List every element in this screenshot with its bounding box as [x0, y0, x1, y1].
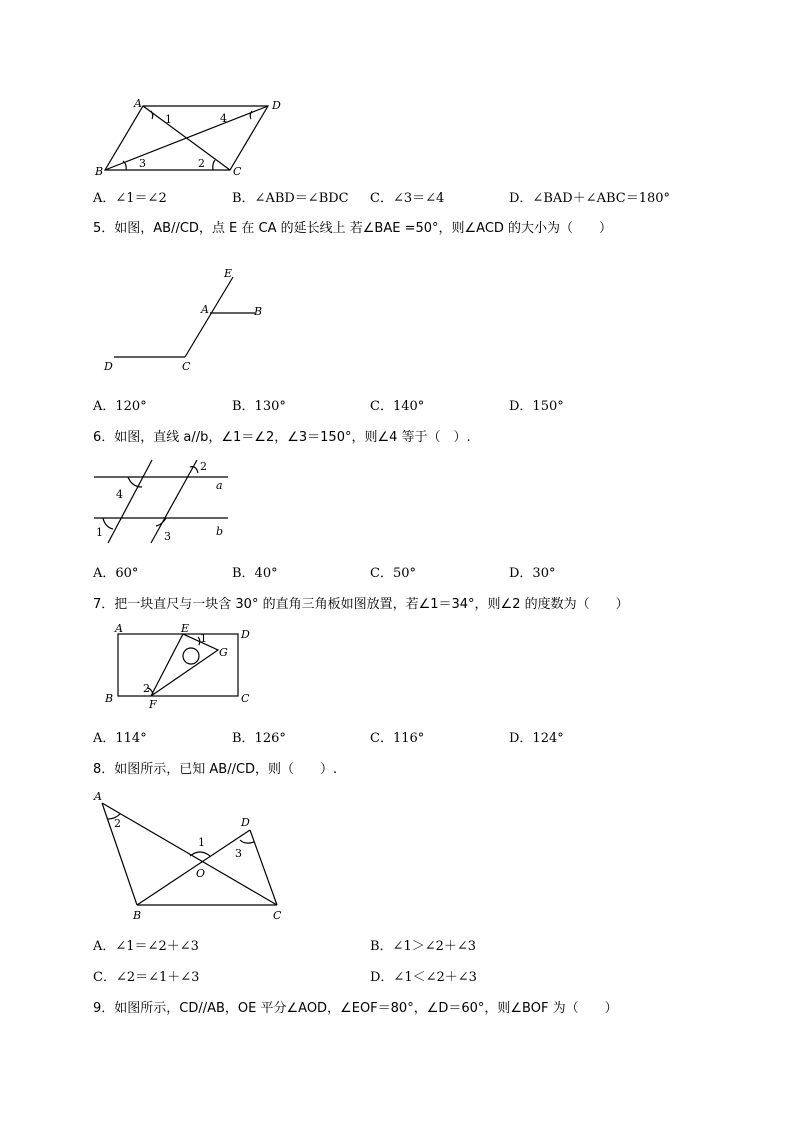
q4-option-a[interactable]: A．∠1＝∠2: [93, 191, 167, 206]
q8-label-A: A: [94, 790, 102, 803]
q4-angle-1: 1: [165, 113, 172, 126]
q4-angle-2: 2: [198, 157, 205, 170]
q7-label-B: B: [105, 692, 114, 705]
q5-label-E: E: [224, 267, 233, 280]
q8-question-text: 8．如图所示，已知 AB//CD，则（ ）.: [93, 762, 338, 777]
q7-label-G: G: [219, 646, 228, 659]
q7-option-d[interactable]: D．124°: [509, 731, 564, 746]
q8-label-C: C: [273, 909, 282, 922]
q7-triangle-hole: [183, 648, 199, 664]
q5-option-d[interactable]: D．150°: [509, 399, 564, 414]
q5-label-A: A: [201, 303, 209, 316]
q8-segment-dc: [250, 830, 277, 905]
q4-label-A: A: [134, 97, 142, 110]
q6-label-b: b: [216, 525, 224, 538]
q5-figure: [100, 265, 270, 375]
q6-option-d[interactable]: D．30°: [509, 566, 556, 581]
q9-question-text: 9．如图所示，CD//AB，OE 平分∠AOD，∠EOF＝80°，∠D＝60°，则∠BOF 为（ ）: [93, 1001, 618, 1016]
q8-arc-3: [240, 840, 254, 843]
q6-angle-1: 1: [96, 526, 103, 539]
q5-line-ec: [185, 277, 233, 357]
q4-arc-2: [213, 160, 215, 170]
q8-option-c[interactable]: C．∠2＝∠1＋∠3: [93, 970, 200, 985]
q7-label-A: A: [115, 622, 123, 635]
q4-label-B: B: [95, 165, 104, 178]
q4-label-C: C: [233, 165, 242, 178]
q5-option-b[interactable]: B．130°: [232, 399, 286, 414]
q7-triangle: [151, 634, 218, 696]
q7-label-F: F: [149, 698, 157, 711]
q6-angle-2: 2: [200, 460, 207, 473]
q4-option-d[interactable]: D．∠BAD＋∠ABC＝180°: [509, 191, 671, 206]
q8-segment-bd: [137, 830, 250, 905]
q4-diagonal-bd: [105, 106, 268, 170]
q6-label-a: a: [216, 479, 223, 492]
q6-angle-3: 3: [164, 530, 171, 543]
q6-option-a[interactable]: A．60°: [93, 566, 139, 581]
q8-figure: [90, 785, 295, 925]
q8-label-O: O: [196, 867, 206, 880]
q7-angle-2: 2: [143, 682, 150, 695]
q4-arc-1: [151, 111, 153, 119]
q8-label-D: D: [241, 816, 250, 829]
q6-option-c[interactable]: C．50°: [370, 566, 416, 581]
q8-angle-3: 3: [235, 847, 242, 860]
q5-option-c[interactable]: C．140°: [370, 399, 425, 414]
q5-option-a[interactable]: A．120°: [93, 399, 147, 414]
q6-figure: [90, 455, 240, 550]
q5-label-D: D: [104, 360, 113, 373]
q8-angle-2: 2: [114, 817, 121, 830]
q4-angle-4: 4: [220, 112, 227, 125]
q4-option-c[interactable]: C．∠3＝∠4: [370, 191, 445, 206]
q7-option-c[interactable]: C．116°: [370, 731, 425, 746]
q6-question-text: 6．如图，直线 a//b，∠1＝∠2，∠3＝150°，则∠4 等于（ ）.: [93, 430, 471, 445]
q7-label-E: E: [181, 622, 190, 635]
q7-label-C: C: [241, 692, 250, 705]
q6-transversal-left: [108, 460, 152, 543]
q6-arc-1: [103, 518, 113, 529]
q7-angle-1: 1: [200, 632, 207, 645]
q7-label-D: D: [241, 628, 250, 641]
q7-option-a[interactable]: A．114°: [93, 731, 147, 746]
q4-angle-3: 3: [139, 157, 146, 170]
q6-option-b[interactable]: B．40°: [232, 566, 278, 581]
q8-segment-ac: [102, 803, 277, 905]
q7-option-b[interactable]: B．126°: [232, 731, 286, 746]
q8-option-a[interactable]: A．∠1＝∠2＋∠3: [93, 939, 199, 954]
q8-option-d[interactable]: D．∠1＜∠2＋∠3: [370, 970, 477, 985]
q4-figure: [95, 97, 295, 177]
q7-question-text: 7．把一块直尺与一块含 30° 的直角三角板如图放置，若∠1＝34°，则∠2 的度数为（ ）: [93, 597, 629, 612]
q8-option-b[interactable]: B．∠1＞∠2＋∠3: [370, 939, 477, 954]
q4-label-D: D: [272, 99, 281, 112]
q8-label-B: B: [133, 909, 142, 922]
q8-angle-1: 1: [198, 836, 205, 849]
q7-figure: [103, 622, 258, 712]
q5-label-C: C: [182, 360, 191, 373]
q5-question-text: 5．如图，AB//CD，点 E 在 CA 的延长线上 若∠BAE =50°，则∠ACD 的大小为（ ）: [93, 221, 613, 236]
q6-transversal-right: [151, 460, 197, 543]
q5-label-B: B: [254, 305, 263, 318]
q4-option-b[interactable]: B．∠ABD＝∠BDC: [232, 191, 349, 206]
q4-arc-4: [250, 111, 252, 119]
q6-angle-4: 4: [116, 488, 123, 501]
